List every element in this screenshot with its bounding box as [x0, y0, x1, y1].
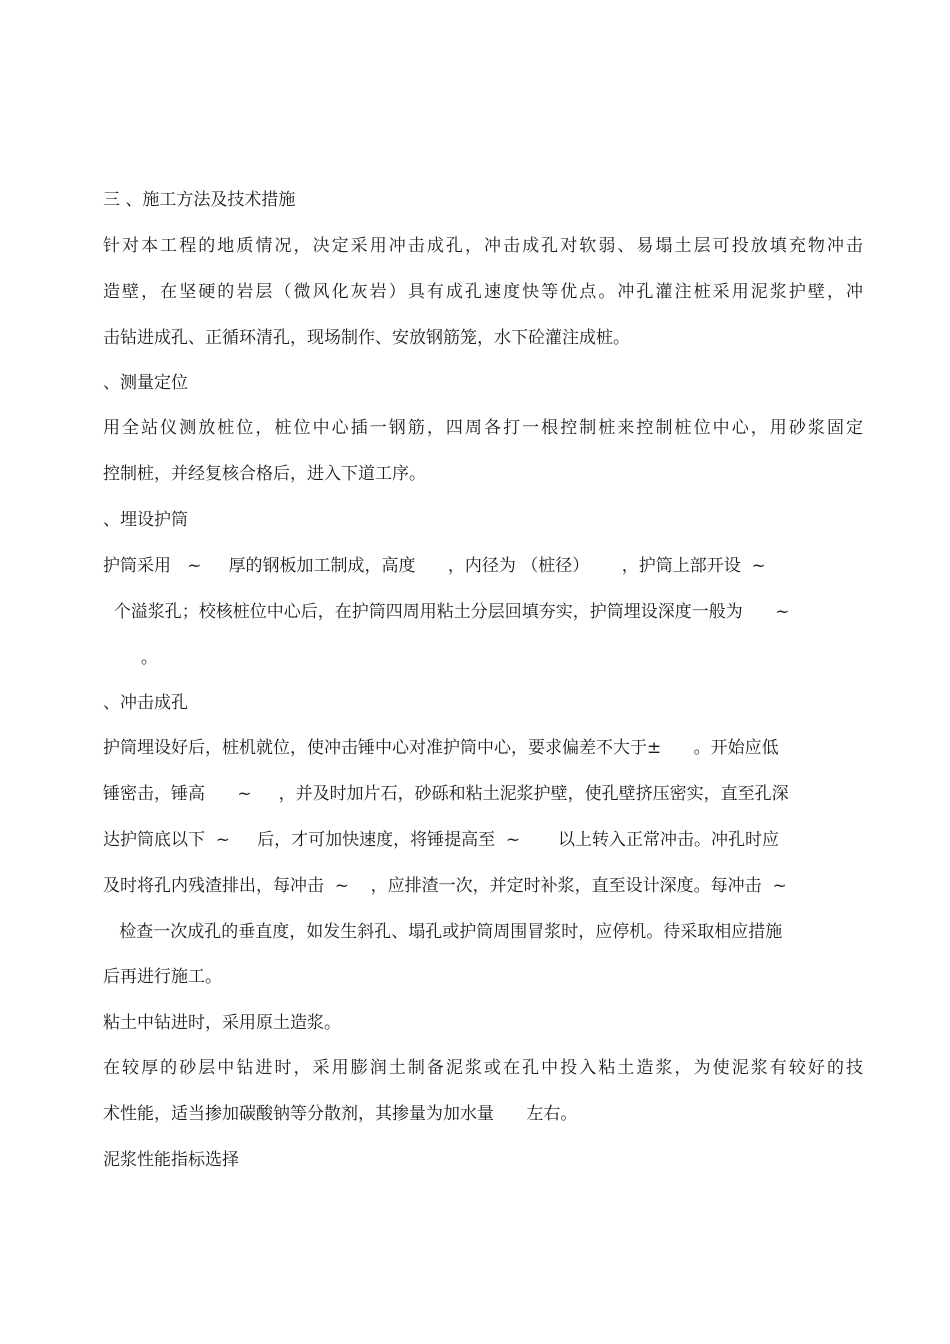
casing-line-2: 个溢浆孔；校核桩位中心后，在护筒四周用粘土分层回填夯实，护筒埋设深度一般为 ~ [103, 602, 790, 622]
intro-line-3: 击钻进成孔、正循环清孔，现场制作、安放钢筋笼，水下砼灌注成桩。 [103, 328, 630, 348]
drilling-line-1: 护筒埋设好后，桩机就位，使冲击锤中心对准护筒中心，要求偏差不大于± 。开始应低 [103, 738, 779, 758]
survey-line-1: 用全站仪测放桩位，桩位中心插一钢筋，四周各打一根控制桩来控制桩位中心，用砂浆固定 [103, 418, 863, 438]
mud-heading: 泥浆性能指标选择 [103, 1150, 239, 1170]
drilling-line-4: 及时将孔内残渣排出，每冲击 ~ ，应排渣一次，并定时补浆，直至设计深度。每冲击 ~ [103, 876, 787, 896]
drilling-line-5: 检查一次成孔的垂直度，如发生斜孔、塌孔或护筒周围冒浆时，应停机。待采取相应措施 [103, 922, 783, 942]
casing-line-3: 。 [103, 648, 158, 668]
sand-line-2: 术性能，适当掺加碳酸钠等分散剂，其掺量为加水量 左右。 [103, 1104, 578, 1124]
survey-heading: 、测量定位 [103, 373, 188, 393]
drilling-line-6: 后再进行施工。 [103, 967, 222, 987]
casing-heading: 、埋设护筒 [103, 510, 188, 530]
intro-line-2: 造壁，在坚硬的岩层（微风化灰岩）具有成孔速度快等优点。冲孔灌注桩采用泥浆护壁，冲 [103, 282, 863, 302]
drilling-heading: 、冲击成孔 [103, 693, 188, 713]
clay-paragraph: 粘土中钻进时，采用原土造浆。 [103, 1013, 341, 1033]
section-heading: 三 、施工方法及技术措施 [103, 190, 296, 210]
survey-line-2: 控制桩，并经复核合格后，进入下道工序。 [103, 464, 426, 484]
casing-line-1: 护筒采用 ~ 厚的钢板加工制成，高度 ，内径为 （桩径） ，护筒上部开设 ~ [103, 556, 766, 576]
sand-line-1: 在较厚的砂层中钻进时，采用膨润土制备泥浆或在孔中投入粘土造浆，为使泥浆有较好的技 [103, 1058, 863, 1078]
drilling-line-3: 达护筒底以下 ~ 后，才可加快速度，将锤提高至 ~ 以上转入正常冲击。冲孔时应 [103, 830, 779, 850]
drilling-line-2: 锤密击，锤高 ~ ，并及时加片石，砂砾和粘土泥浆护壁，使孔壁挤压密实，直至孔深 [103, 784, 789, 804]
intro-line-1: 针对本工程的地质情况，决定采用冲击成孔，冲击成孔对软弱、易塌土层可投放填充物冲击 [103, 236, 863, 256]
